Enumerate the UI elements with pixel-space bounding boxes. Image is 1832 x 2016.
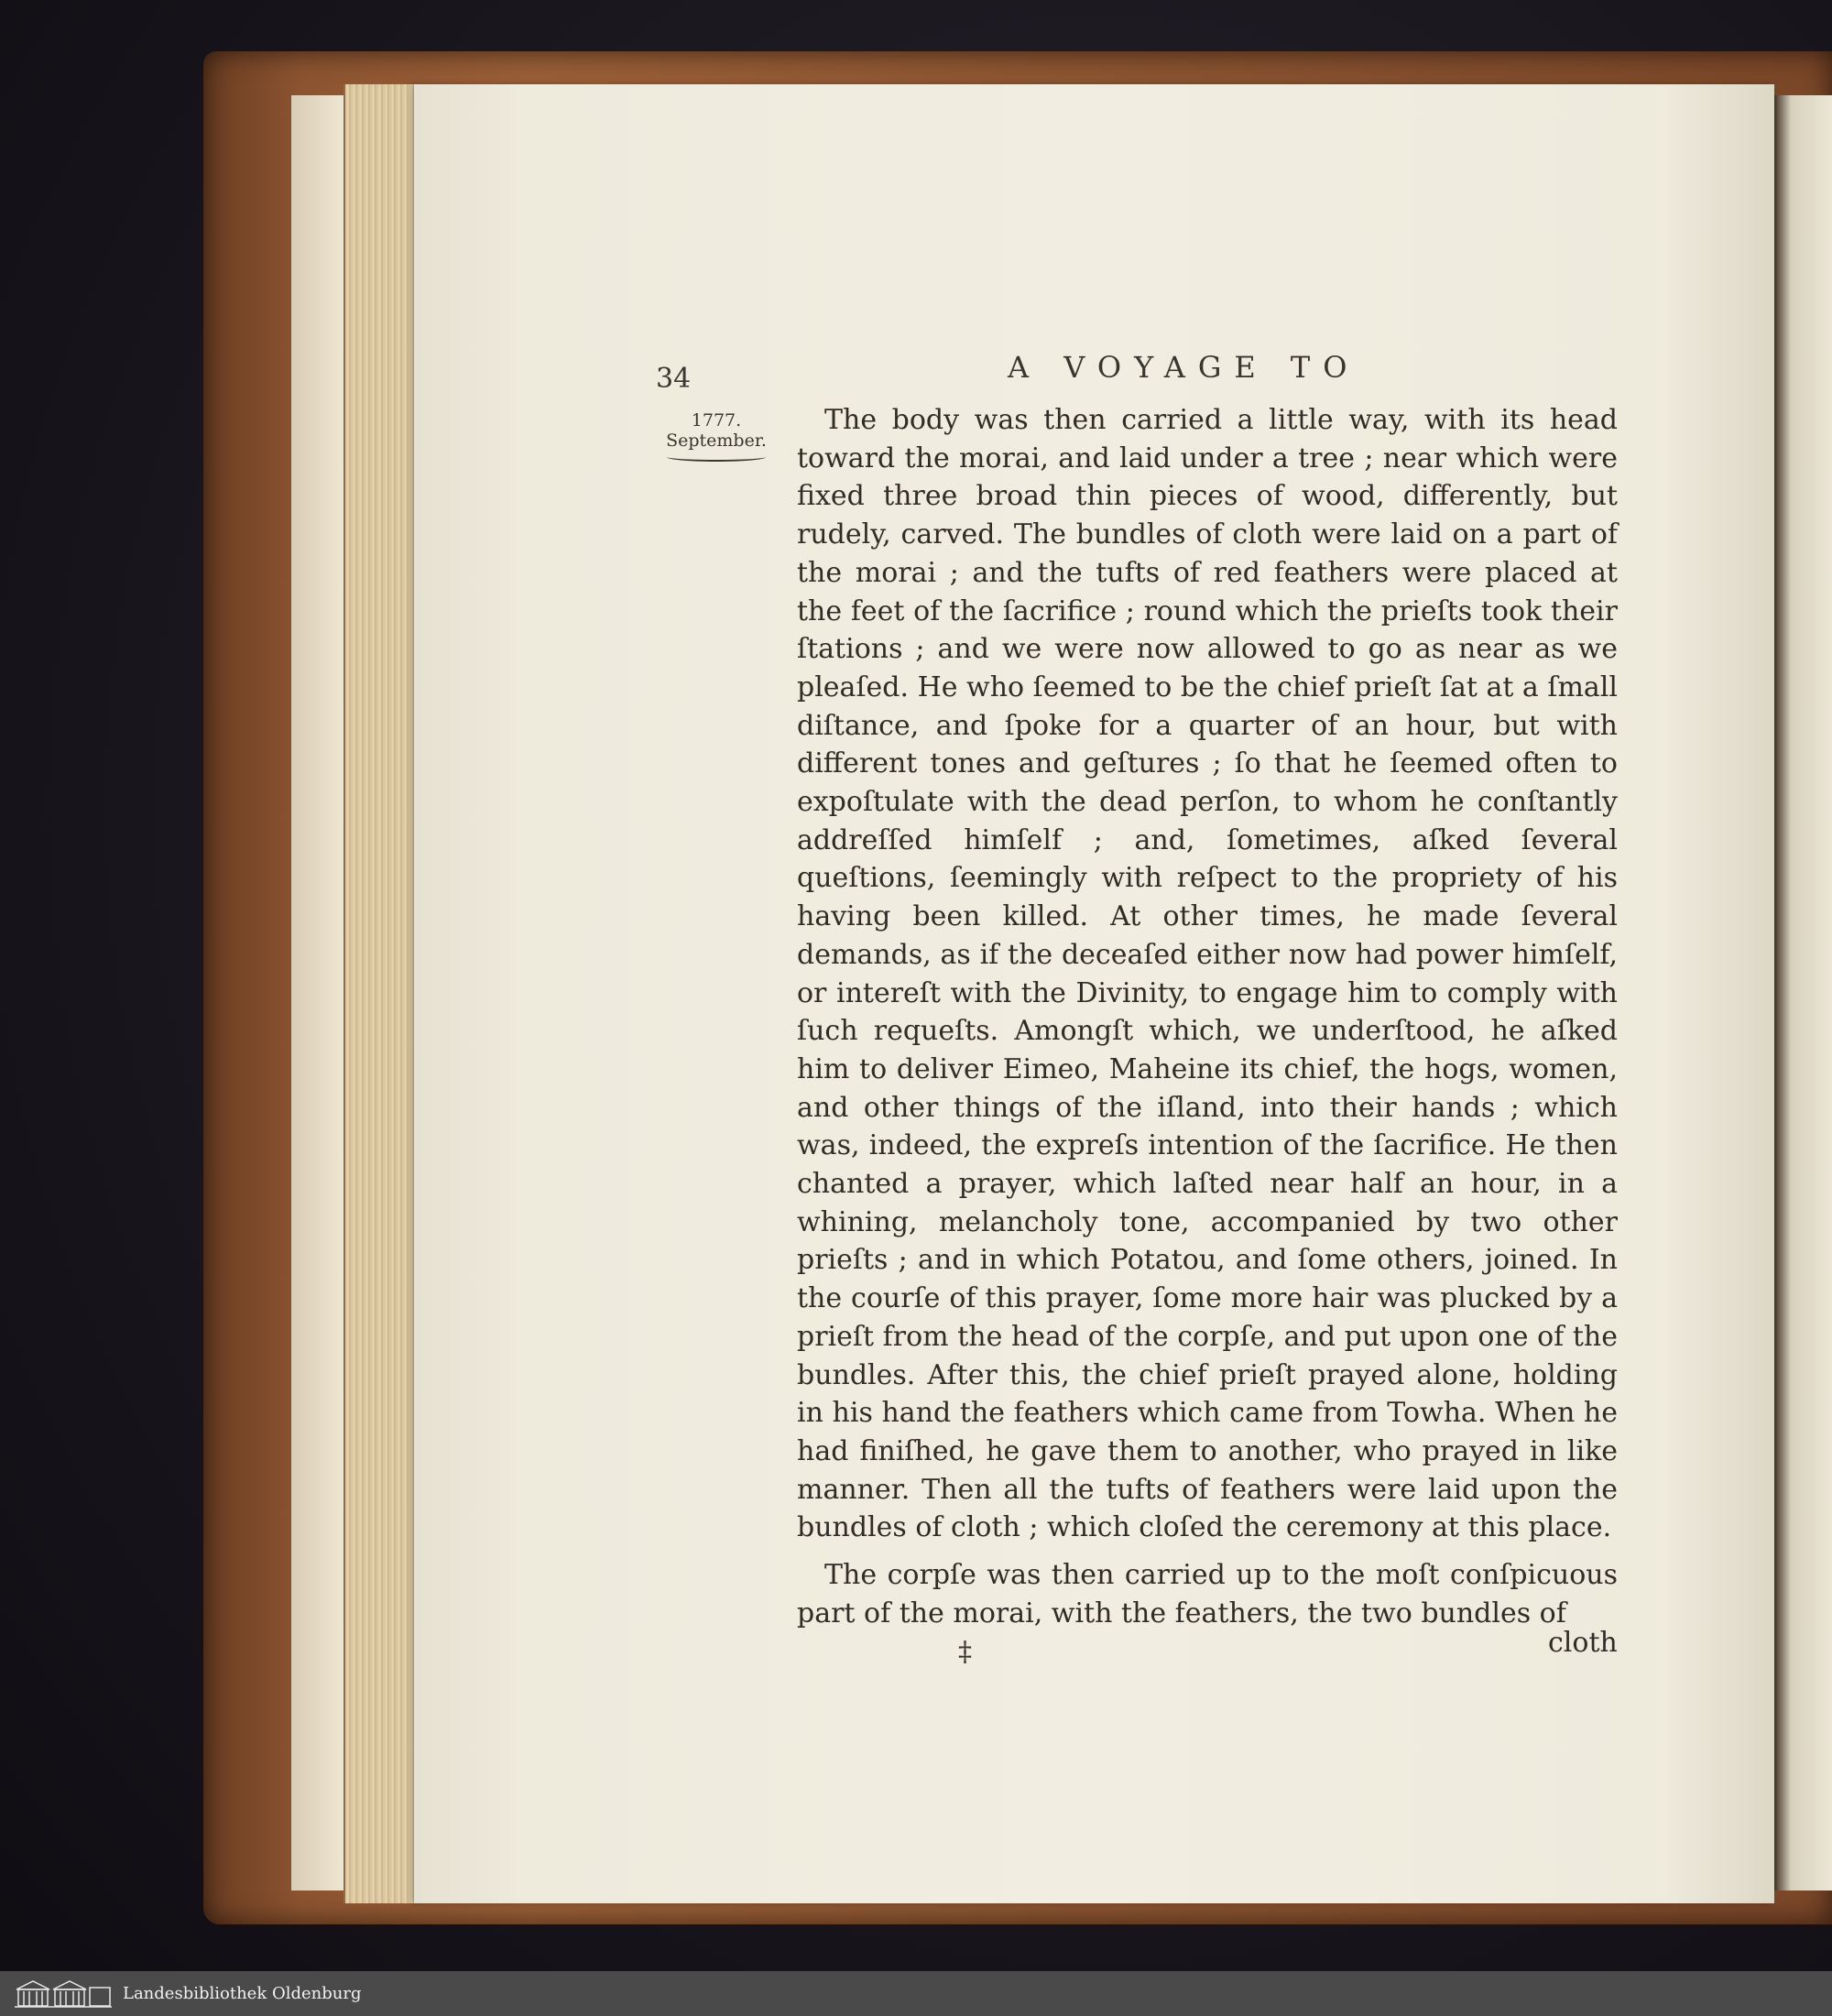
page-number: 34: [656, 363, 692, 395]
library-name: Landesbibliothek Oldenburg: [123, 1984, 362, 2003]
brace-icon: [667, 452, 766, 462]
margin-date-note: [661, 410, 771, 462]
catchword: cloth: [1548, 1627, 1618, 1659]
facing-page-edge: [1773, 95, 1832, 1891]
running-head: A VOYAGE TO: [1008, 350, 1360, 385]
margin-year: 1777.: [691, 410, 742, 430]
library-building-icon: [13, 1978, 114, 2010]
paragraph-2: The corpſe was then carried up to the moſt conſpicuous part of the morai, with the feathers, the two bundles of: [797, 1559, 1618, 1629]
footer-bar: [0, 1971, 1832, 2016]
signature-mark: ‡: [958, 1636, 972, 1668]
endpaper: [291, 95, 346, 1891]
margin-month: September.: [666, 430, 767, 451]
paragraph-1: The body was then carried a little way, with its head toward the morai, and laid under a tree ; near which were fixed three broad thin pieces of wood, differently, but rudely, carved. The bundles of cloth were laid on a part of the morai ; and the tufts of red feathers were placed at the feet of the ſacrifice ; round which the prieſts took their ſtations ; and we were now allowed to go as near as we pleaſed. He who ſeemed to be the chief prieſt ſat at a ſmall diſtance, and ſpoke for a quarter of an hour, but with different tones and geſtures ; ſo that he ſeemed often to expoſtulate with the dead perſon, to whom he conſtantly addreſſed himſelf ; and, ſometimes, aſked ſeveral queſtions, ſeemingly with reſpect to the propriety of his having been killed. At other times, he made ſeveral demands, as if the deceaſed either now had power himſelf, or intereſt with the Divinity, to engage him to comply with ſuch requeſts. Amongſt which, we underſtood, he aſked him to deliver Eimeo, Maheine its chief, the hogs, women, and other things of the iſland, into their hands ; which was, indeed, the expreſs intention of the ſacrifice. He then chanted a prayer, which laſted near half an hour, in a whining, melancholy tone, accompanied by two other prieſts ; and in which Potatou, and ſome others, joined. In the courſe of this prayer, ſome more hair was plucked by a prieſt from the head of the corpſe, and put upon one of the bundles. After this, the chief prieſt prayed alone, holding in his hand the feathers which came from Towha. When he had finiſhed, he gave them to another, who prayed in like manner. Then all the tufts of feathers were laid upon the bundles of cloth ; which cloſed the ceremony at this place.: [797, 404, 1618, 1544]
body-text: [797, 401, 1618, 1633]
page-edges: [344, 84, 417, 1903]
